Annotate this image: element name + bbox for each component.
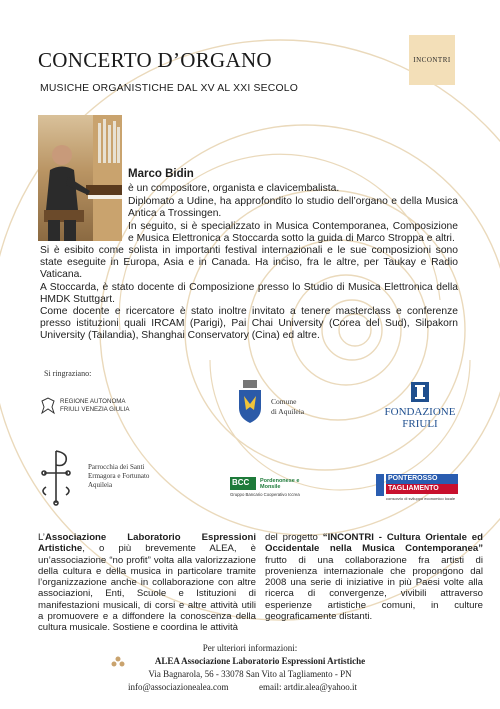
bio-line1: è un compositore, organista e clavicembalista. bbox=[128, 183, 340, 194]
bcc-line2: Pordenonese e Monsile bbox=[260, 478, 300, 490]
comune-line1: Comune bbox=[271, 397, 297, 406]
organist-illustration bbox=[38, 115, 122, 241]
association-left-pre: L’ bbox=[38, 532, 45, 543]
project-name: “INCONTRI - Cultura Orientale ed Occidentale nella Musica Contemporanea” bbox=[265, 532, 483, 555]
badge-label: INCONTRI bbox=[413, 56, 451, 64]
regione-line1: REGIONE AUTONOMA bbox=[60, 398, 126, 405]
bcc-line1: BCC bbox=[232, 478, 250, 487]
regione-fvg-logo bbox=[40, 394, 135, 420]
footer-info: Per ulteriori informazioni: bbox=[202, 643, 298, 653]
parrocchia-line2: Ermagora e Fortunato bbox=[88, 472, 150, 480]
parrocchia-line3: Aquileia bbox=[88, 481, 113, 489]
incontri-badge bbox=[409, 35, 455, 85]
regione-line2: FRIULI VENEZIA GIULIA bbox=[60, 406, 130, 413]
comune-line2: di Aquileia bbox=[271, 406, 305, 416]
regione-eagle-icon bbox=[40, 397, 56, 417]
fondazione-line2: FRIULI bbox=[402, 418, 438, 430]
artist-name: Marco Bidin bbox=[128, 168, 194, 180]
bio-para1: Diplomato a Udine, ha approfondito lo studio dell’organo e della Musica Antica a Trossingen. bbox=[128, 196, 458, 220]
thanks-label: Si ringraziano: bbox=[44, 369, 92, 378]
bio-para4: A Stoccarda, è stato docente di Composizione presso lo Studio di Musica Elettronica della HMDK Stuttgart. bbox=[40, 282, 458, 306]
organist-photo bbox=[38, 115, 122, 241]
parrocchia-logo bbox=[36, 447, 186, 507]
comune-crest-icon bbox=[237, 380, 263, 424]
parrocchia-line1: Parrocchia dei Santi bbox=[88, 463, 145, 471]
page-subtitle: MUSICHE ORGANISTICHE DAL XV AL XXI SECOLO bbox=[40, 83, 299, 94]
association-right-text: frutto di una collaborazione fra artisti di provenienza internazionale che propongono dal 2008 una serie di iniziative in più Paesi volte alla ricerca di convergenze, vivibili attraverso esperienze artistiche comuni, in culture geograficamente distanti. bbox=[265, 554, 483, 623]
association-right-pre: del progetto bbox=[265, 532, 323, 543]
bio-para3: Si è esibito come solista in importanti festival internazionali e le sue composizioni sono state eseguite in Europa, Asia e in Canada. Ha inciso, fra le altre, per Taukay e Radio Vaticana. bbox=[40, 245, 458, 281]
bcc-line3: Gruppo Bancario Cooperativo Iccrea bbox=[230, 492, 300, 497]
association-right-column bbox=[265, 532, 483, 622]
chi-rho-cross-icon bbox=[36, 447, 76, 507]
footer-email1[interactable]: info@associazionealea.com bbox=[128, 682, 229, 692]
page-title: CONCERTO D’ORGANO bbox=[38, 48, 272, 72]
bio-para5: Come docente e ricercatore è stato inoltre invitato a tenere masterclass e conferenze presso istituzioni quali IRCAM (Parigi), Pai Chai University (Corea del Sud), Silpakorn University (Tailandia), Shanghai Conservatory (Cina) ed altre. bbox=[40, 306, 458, 342]
association-left-text: , o più brevemente ALEA, è un’associazione “no profit” volta alla valorizzazione della cultura e della musica in particolare tramite l’organizzazione anche in collaborazione con altre associazioni, Enti, Scuole e Istituzioni di manifestazioni musicali, di corsi e altre attività utili a promuovere e a diffondere la conoscenza della cultura musicale. Sostiene e coordina le attività bbox=[38, 543, 256, 634]
footer-address: Via Bagnarola, 56 - 33078 San Vito al Tagliamento - PN bbox=[148, 669, 352, 679]
ponterosso-logo bbox=[376, 474, 458, 502]
association-left-column bbox=[38, 532, 256, 634]
fondazione-column-icon bbox=[411, 382, 429, 402]
fondazione-friuli-logo bbox=[380, 382, 460, 430]
footer-email2[interactable]: email: artdir.alea@yahoo.it bbox=[259, 682, 358, 692]
association-name: Associazione Laboratorio Espressioni Artistiche bbox=[38, 532, 256, 555]
ponterosso-line1: PONTEROSSO bbox=[388, 475, 438, 482]
comune-aquileia-logo bbox=[237, 380, 317, 430]
footer-org: ALEA Associazione Laboratorio Espressioni Artistiche bbox=[154, 656, 366, 666]
fondazione-line1: FONDAZIONE bbox=[384, 406, 456, 418]
ponterosso-line2: TAGLIAMENTO bbox=[388, 485, 439, 492]
bio-para2: In seguito, si è specializzato in Musica Contemporanea, Composizione e Musica Elettronica a Stoccarda sotto la guida di Marco Stroppa e altri. bbox=[128, 221, 458, 245]
ponterosso-line3: consorzio di sviluppo economico locale bbox=[386, 496, 456, 501]
bio-name bbox=[128, 168, 458, 181]
bcc-logo bbox=[230, 477, 320, 499]
